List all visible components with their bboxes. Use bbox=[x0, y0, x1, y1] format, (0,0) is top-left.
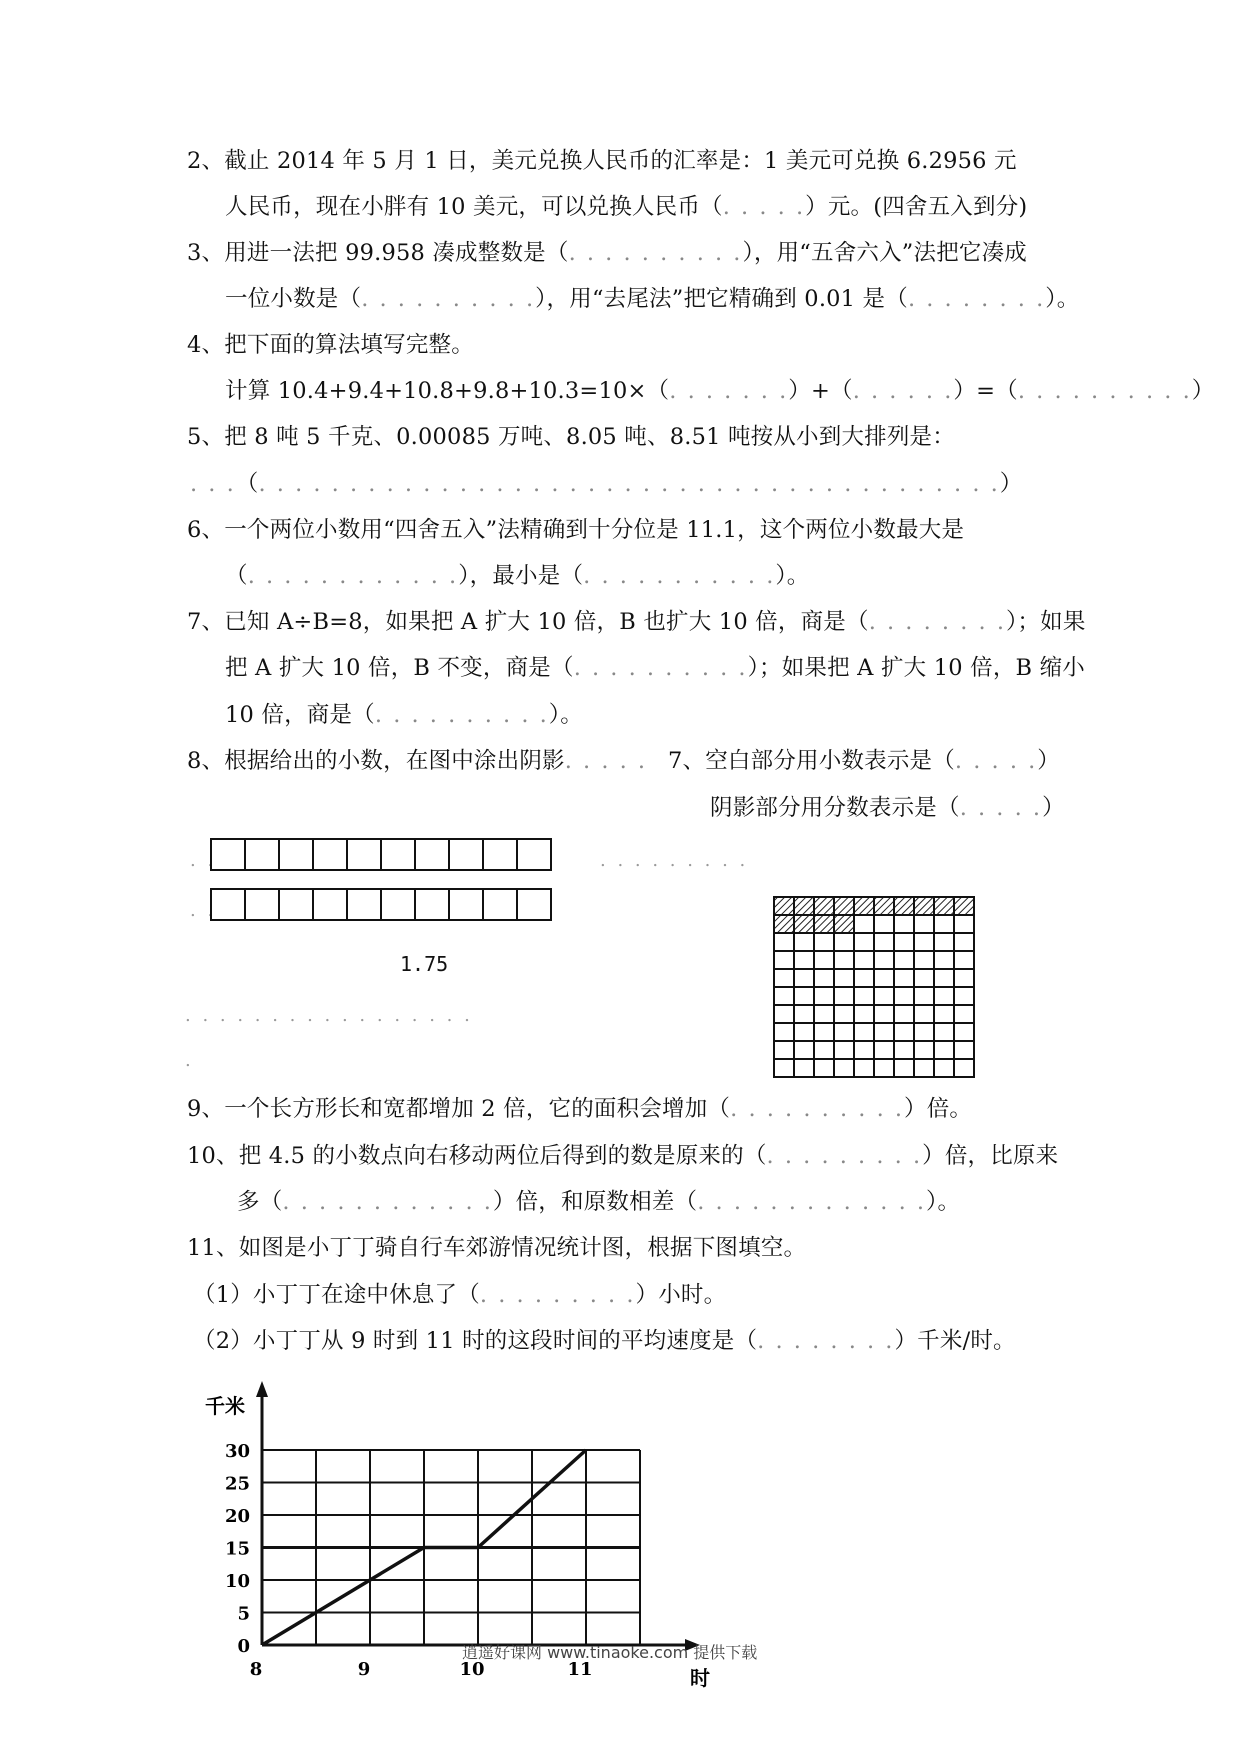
grid-cell-shaded bbox=[794, 915, 814, 933]
grid-cell bbox=[834, 1041, 854, 1059]
grid-cell bbox=[894, 1059, 914, 1077]
grid-cell-shaded bbox=[854, 897, 874, 915]
grid-cell bbox=[814, 933, 834, 951]
grid-cell-shaded bbox=[774, 897, 794, 915]
q6-blank-max[interactable]: . . . . . . . . . . . . bbox=[247, 563, 459, 589]
q9-text-b: ）倍。 bbox=[904, 1096, 973, 1122]
grid-cell bbox=[834, 1023, 854, 1041]
q5-lead-dots: . . . bbox=[190, 471, 236, 497]
grid-cell bbox=[894, 987, 914, 1005]
q9-text-a: 9、一个长方形长和宽都增加 2 倍，它的面积会增加（ bbox=[187, 1096, 731, 1122]
q4-line2 bbox=[225, 373, 1214, 405]
q6-text-b: ），最小是（ bbox=[458, 563, 584, 589]
grid-cell bbox=[774, 1023, 794, 1041]
q5-text-b: ） bbox=[999, 471, 1023, 497]
q7-text-a: 7、已知 A÷B=8，如果把 A 扩大 10 倍，B 也扩大 10 倍，商是（ bbox=[187, 609, 869, 635]
q3-text-b: ），用“五舍六入”法把它凑成 bbox=[742, 240, 1028, 266]
q3-blank-1[interactable]: . . . . . . . . . . bbox=[568, 240, 743, 266]
grid-cell bbox=[894, 951, 914, 969]
strip-1-cell-2[interactable] bbox=[244, 838, 280, 871]
q8-right-text-a: 7、空白部分用小数表示是（ bbox=[668, 748, 955, 774]
grid-cell bbox=[774, 933, 794, 951]
q11-sub2 bbox=[193, 1323, 1016, 1355]
grid-cell bbox=[894, 1005, 914, 1023]
watermark-text: 逍遥好课网 www.tinaoke.com 提供下载 bbox=[462, 1643, 758, 1662]
q2-line2 bbox=[225, 189, 1027, 221]
q2-answer-blank[interactable]: . . . . . bbox=[722, 194, 806, 220]
q10-text-d: ）倍，和原数相差（ bbox=[492, 1189, 698, 1215]
grid-cell bbox=[954, 969, 974, 987]
q8-line1 bbox=[187, 743, 647, 775]
strip-1-cell-10[interactable] bbox=[516, 838, 552, 871]
grid-cell bbox=[794, 987, 814, 1005]
grid-cell bbox=[954, 987, 974, 1005]
q11-sub1 bbox=[193, 1277, 726, 1309]
q4-text-a: 计算 10.4+9.4+10.8+9.8+10.3=10×（ bbox=[225, 378, 670, 404]
x-tick-label: 10 bbox=[459, 1659, 485, 1680]
grid-cell bbox=[934, 987, 954, 1005]
grid-cell bbox=[854, 933, 874, 951]
q5-line2 bbox=[190, 466, 1023, 498]
y-tick-label: 0 bbox=[237, 1636, 250, 1657]
grid-cell bbox=[954, 1041, 974, 1059]
grid-cell bbox=[954, 1023, 974, 1041]
strip-2-cell-2[interactable] bbox=[244, 888, 280, 921]
q8-blank-decimal[interactable]: . . . . . bbox=[954, 748, 1038, 774]
grid-cell bbox=[814, 1041, 834, 1059]
q10-blank-1[interactable]: . . . . . . . . . bbox=[766, 1143, 923, 1169]
strip-1-cell-5[interactable] bbox=[346, 838, 382, 871]
grid-cell bbox=[834, 951, 854, 969]
q11-sub1-text-a: （1）小丁丁在途中休息了（ bbox=[193, 1282, 480, 1308]
y-tick-label: 5 bbox=[237, 1603, 250, 1625]
q4-blank-2[interactable]: . . . . . . bbox=[852, 378, 954, 404]
strip-1-cell-4[interactable] bbox=[312, 838, 348, 871]
grid-cell bbox=[834, 969, 854, 987]
grid-cell bbox=[854, 1023, 874, 1041]
q6-text-a: （ bbox=[225, 563, 248, 589]
grid-cell bbox=[874, 969, 894, 987]
grid-cell bbox=[794, 1023, 814, 1041]
grid-cell bbox=[854, 1041, 874, 1059]
grid-cell bbox=[914, 969, 934, 987]
q2-text-a: 人民币，现在小胖有 10 美元，可以兑换人民币（ bbox=[225, 194, 723, 220]
strip-1-cell-8[interactable] bbox=[448, 838, 484, 871]
grid-cell bbox=[874, 1023, 894, 1041]
grid-cell bbox=[914, 951, 934, 969]
q11-line1: 11、如图是小丁丁骑自行车郊游情况统计图，根据下图填空。 bbox=[187, 1235, 807, 1261]
q10-blank-2[interactable]: . . . . . . . . . . . . bbox=[282, 1189, 493, 1215]
grid-cell bbox=[954, 951, 974, 969]
q11-blank-rest[interactable]: . . . . . . . . . bbox=[479, 1282, 636, 1308]
x-axis-label: 时 bbox=[690, 1666, 710, 1690]
q9-line1 bbox=[187, 1091, 972, 1123]
strip-1-cell-9[interactable] bbox=[482, 838, 518, 871]
strip-2-cell-8[interactable] bbox=[448, 888, 484, 921]
grid-cell bbox=[934, 915, 954, 933]
grid-cell bbox=[934, 1041, 954, 1059]
grid-cell-shaded bbox=[814, 897, 834, 915]
strip-2-cell-1[interactable] bbox=[210, 888, 246, 921]
q7-line3 bbox=[225, 697, 583, 729]
strip-2-cell-5[interactable] bbox=[346, 888, 382, 921]
q3-line2 bbox=[225, 281, 1079, 313]
y-tick-label: 20 bbox=[224, 1506, 250, 1527]
x-tick-label: 9 bbox=[357, 1659, 371, 1680]
grid-cell-shaded bbox=[814, 915, 834, 933]
strip-2-cell-9[interactable] bbox=[482, 888, 518, 921]
grid-cell bbox=[954, 933, 974, 951]
grid-cell bbox=[914, 933, 934, 951]
q6-text-c: ）。 bbox=[775, 563, 810, 589]
q7-blank-1[interactable]: . . . . . . . . bbox=[868, 609, 1006, 635]
grid-cell-shaded bbox=[834, 915, 854, 933]
grid-cell-shaded bbox=[954, 897, 974, 915]
q11-sub1-text-b: ）小时。 bbox=[635, 1282, 727, 1308]
q9-answer-blank[interactable]: . . . . . . . . . . bbox=[730, 1096, 905, 1122]
y-tick-label: 30 bbox=[224, 1441, 250, 1462]
q7-text-d: ）；如果把 A 扩大 10 倍，B 缩小 bbox=[747, 655, 1086, 681]
q8-right-line2 bbox=[710, 790, 1065, 822]
grid-cell bbox=[854, 1059, 874, 1077]
grid-cell bbox=[874, 933, 894, 951]
q8-dots-3: . . bbox=[190, 900, 217, 921]
q4-blank-3[interactable]: . . . . . . . . . . bbox=[1017, 378, 1192, 404]
grid-cell bbox=[854, 987, 874, 1005]
grid-cell bbox=[874, 987, 894, 1005]
q3-blank-3[interactable]: . . . . . . . . bbox=[907, 286, 1046, 312]
grid-cell-shaded bbox=[934, 897, 954, 915]
q3-text-c: 一位小数是（ bbox=[225, 286, 362, 312]
q8-text: 8、根据给出的小数，在图中涂出阴影 bbox=[187, 748, 565, 774]
grid-cell bbox=[914, 987, 934, 1005]
q7-text-e: 10 倍，商是（ bbox=[225, 702, 375, 728]
q8-trailing-dots: . . . . . bbox=[564, 748, 648, 774]
q3-blank-2[interactable]: . . . . . . . . . . bbox=[361, 286, 536, 312]
q8-value-label: 1.75 bbox=[400, 952, 449, 976]
q5-answer-blank[interactable]: . . . . . . . . . . . . . . . . . . . . . . . . . . . . . . . . . . . . . . . . . bbox=[258, 471, 1000, 497]
q10-line1 bbox=[187, 1138, 1058, 1170]
y-axis-label: 千米 bbox=[205, 1394, 245, 1418]
q6-line2 bbox=[225, 558, 810, 590]
q4-text-d: ） bbox=[1191, 378, 1215, 404]
q7-text-b: ）；如果 bbox=[1005, 609, 1086, 635]
grid-cell bbox=[854, 1005, 874, 1023]
grid-cell bbox=[854, 951, 874, 969]
q8-dots-1: . . bbox=[190, 850, 217, 871]
q4-text-b: ）+（ bbox=[788, 378, 853, 404]
q10-text-b: ）倍，比原来 bbox=[922, 1143, 1059, 1169]
x-tick-label: 8 bbox=[249, 1659, 263, 1680]
grid-cell bbox=[814, 1023, 834, 1041]
q8-dots-4: . . . . . . . . . . . . . . . . . bbox=[185, 1005, 473, 1026]
strip-1-cell-3[interactable] bbox=[278, 838, 314, 871]
grid-cell bbox=[894, 1023, 914, 1041]
y-tick-labels bbox=[225, 1441, 250, 1657]
q4-line1: 4、把下面的算法填写完整。 bbox=[187, 332, 474, 358]
grid-cell bbox=[934, 1005, 954, 1023]
grid-cell-shaded bbox=[794, 897, 814, 915]
q3-line1 bbox=[187, 235, 1027, 267]
grid-cell bbox=[934, 951, 954, 969]
q11-sub2-text-a: （2）小丁丁从 9 时到 11 时的这段时间的平均速度是（ bbox=[193, 1328, 758, 1354]
y-tick-label: 10 bbox=[224, 1571, 250, 1592]
grid-cell bbox=[834, 987, 854, 1005]
q8-right-text-c: 阴影部分用分数表示是（ bbox=[710, 795, 960, 821]
q10-line2 bbox=[237, 1184, 960, 1216]
grid-cell bbox=[954, 1005, 974, 1023]
grid-cell-shaded bbox=[874, 897, 894, 915]
grid-cell bbox=[934, 969, 954, 987]
q5-line1: 5、把 8 吨 5 千克、0.00085 万吨、8.05 吨、8.51 吨按从小到大排列是： bbox=[187, 424, 955, 450]
q6-blank-min[interactable]: . . . . . . . . . . . bbox=[583, 563, 776, 589]
grid-cell bbox=[774, 987, 794, 1005]
grid-cell bbox=[794, 1059, 814, 1077]
grid-cell bbox=[774, 969, 794, 987]
grid-cell bbox=[774, 951, 794, 969]
y-tick-label: 25 bbox=[224, 1473, 250, 1495]
grid-cell-shaded bbox=[774, 915, 794, 933]
grid-cell bbox=[774, 1005, 794, 1023]
strip-2-cell-3[interactable] bbox=[278, 888, 314, 921]
grid-cell bbox=[894, 933, 914, 951]
q7-text-c: 把 A 扩大 10 倍，B 不变，商是（ bbox=[225, 655, 574, 681]
grid-cell bbox=[794, 951, 814, 969]
decimal-strip-2[interactable] bbox=[210, 888, 552, 921]
grid-cell bbox=[954, 915, 974, 933]
grid-cell bbox=[914, 1041, 934, 1059]
q4-text-c: ）=（ bbox=[953, 378, 1018, 404]
grid-cell bbox=[894, 1041, 914, 1059]
grid-cell bbox=[934, 933, 954, 951]
grid-cell bbox=[794, 1005, 814, 1023]
grid-cell bbox=[834, 933, 854, 951]
grid-cell bbox=[874, 951, 894, 969]
grid-cell bbox=[774, 1041, 794, 1059]
strip-1-cell-6[interactable] bbox=[380, 838, 416, 871]
grid-cell bbox=[854, 969, 874, 987]
grid-cell bbox=[874, 915, 894, 933]
grid-cell bbox=[914, 1023, 934, 1041]
q2-text-b: ）元。(四舍五入到分) bbox=[805, 194, 1028, 220]
grid-cell bbox=[814, 1005, 834, 1023]
q5-text-a: （ bbox=[235, 471, 259, 497]
q7-text-f: ）。 bbox=[548, 702, 583, 728]
q3-text-e: ）。 bbox=[1045, 286, 1080, 312]
grid-cell bbox=[854, 915, 874, 933]
x-tick-label: 11 bbox=[567, 1659, 593, 1680]
grid-cell bbox=[914, 915, 934, 933]
q6-line1: 6、一个两位小数用“四舍五入”法精确到十分位是 11.1，这个两位小数最大是 bbox=[187, 517, 965, 543]
grid-cell bbox=[874, 1005, 894, 1023]
q7-line2 bbox=[225, 650, 1085, 682]
q11-blank-speed[interactable]: . . . . . . . . bbox=[757, 1328, 895, 1354]
q7-blank-3[interactable]: . . . . . . . . . . bbox=[374, 702, 549, 728]
q8-dots-2: . . . . . . . . . bbox=[600, 850, 749, 871]
q7-line1 bbox=[187, 604, 1086, 636]
q10-text-e: ）。 bbox=[926, 1189, 961, 1215]
q8-right-text-d: ） bbox=[1042, 795, 1065, 821]
q2-line1: 2、截止 2014 年 5 月 1 日，美元兑换人民币的汇率是：1 美元可兑换 6.2956 元 bbox=[187, 148, 1017, 174]
hundred-grid bbox=[772, 895, 982, 1085]
grid-cell bbox=[794, 933, 814, 951]
grid-cell bbox=[934, 1023, 954, 1041]
y-axis-arrow bbox=[256, 1381, 268, 1397]
grid-cell-shaded bbox=[834, 897, 854, 915]
q10-blank-3[interactable]: . . . . . . . . . . . . . bbox=[697, 1189, 927, 1215]
q10-text-a: 10、把 4.5 的小数点向右移动两位后得到的数是原来的（ bbox=[187, 1143, 767, 1169]
grid-cell bbox=[794, 1041, 814, 1059]
strip-2-cell-10[interactable] bbox=[516, 888, 552, 921]
q10-text-c: 多（ bbox=[237, 1189, 283, 1215]
q3-text-a: 3、用进一法把 99.958 凑成整数是（ bbox=[187, 240, 569, 266]
grid-cell bbox=[914, 1059, 934, 1077]
grid-cell bbox=[894, 969, 914, 987]
grid-cell bbox=[934, 1059, 954, 1077]
grid-cell bbox=[814, 1059, 834, 1077]
q8-blank-fraction[interactable]: . . . . . bbox=[959, 795, 1043, 821]
grid-cell bbox=[814, 951, 834, 969]
grid-cell bbox=[834, 1059, 854, 1077]
grid-cell bbox=[834, 1005, 854, 1023]
q8-right-text-b: ） bbox=[1037, 748, 1060, 774]
grid-cell bbox=[814, 969, 834, 987]
y-tick-label: 15 bbox=[224, 1538, 250, 1560]
grid-cell-shaded bbox=[894, 897, 914, 915]
grid-cell bbox=[794, 969, 814, 987]
strip-1-cell-7[interactable] bbox=[414, 838, 450, 871]
grid-cell bbox=[914, 1005, 934, 1023]
strip-2-cell-7[interactable] bbox=[414, 888, 450, 921]
grid-cell bbox=[774, 1059, 794, 1077]
grid-cell-shaded bbox=[914, 897, 934, 915]
q3-text-d: ），用“去尾法”把它精确到 0.01 是（ bbox=[535, 286, 908, 312]
grid-cell bbox=[874, 1041, 894, 1059]
q8-right-line1 bbox=[668, 743, 1060, 775]
strip-2-cell-4[interactable] bbox=[312, 888, 348, 921]
decimal-strip-1[interactable] bbox=[210, 838, 552, 871]
grid-cell bbox=[814, 987, 834, 1005]
q7-blank-2[interactable]: . . . . . . . . . . bbox=[573, 655, 748, 681]
strip-1-cell-1[interactable] bbox=[210, 838, 246, 871]
q4-blank-1[interactable]: . . . . . . . bbox=[669, 378, 789, 404]
grid-cell bbox=[874, 1059, 894, 1077]
strip-2-cell-6[interactable] bbox=[380, 888, 416, 921]
q11-sub2-text-b: ）千米/时。 bbox=[894, 1328, 1016, 1354]
grid-cell bbox=[954, 1059, 974, 1077]
grid-cell bbox=[894, 915, 914, 933]
q8-dots-5: . bbox=[185, 1050, 194, 1071]
